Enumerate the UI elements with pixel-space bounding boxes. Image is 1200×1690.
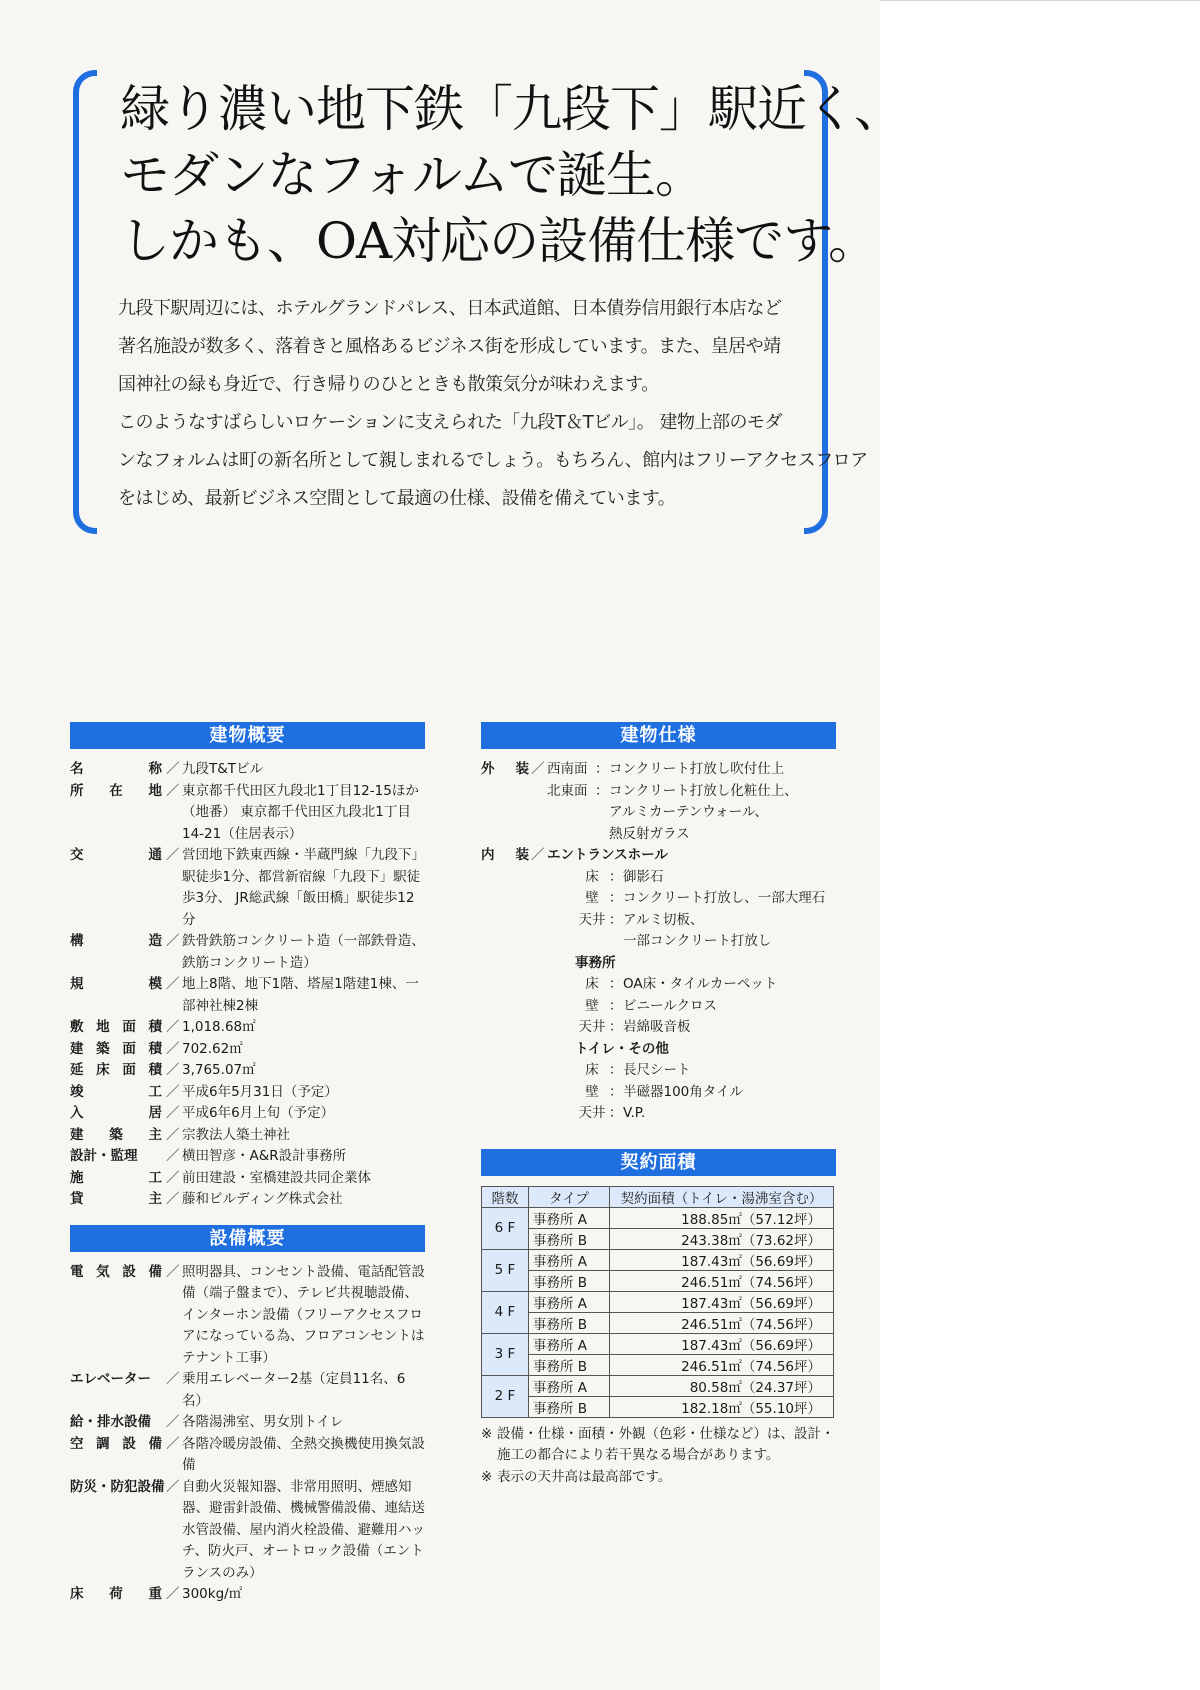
colon: ： bbox=[609, 1062, 623, 1078]
type-cell: 事務所 B bbox=[529, 1228, 610, 1249]
spec-row bbox=[481, 910, 836, 932]
type-cell: 事務所 A bbox=[529, 1249, 610, 1270]
intro-line: 著名施設が数多く、落着きと風格あるビジネス街を形成しています。また、皇居や靖 bbox=[118, 336, 781, 357]
separator: ／ bbox=[166, 1148, 180, 1164]
spec-key-char: 規 bbox=[70, 976, 84, 992]
interior-group-name: エントランスホール bbox=[547, 847, 668, 863]
spec-key bbox=[70, 931, 166, 974]
spec-value: 1,018.68㎡ bbox=[182, 1019, 256, 1035]
spec-sublabel: 壁 bbox=[585, 1083, 599, 1100]
spec-key-char: 荷 bbox=[109, 1586, 123, 1602]
equipment-overview-heading: 設備概要 bbox=[70, 1225, 425, 1252]
spec-row bbox=[481, 781, 836, 803]
spec-value: 3,765.07㎡ bbox=[182, 1062, 256, 1078]
area-cell: 243.38㎡（73.62坪） bbox=[610, 1228, 834, 1249]
spec-key-char: 模 bbox=[148, 976, 162, 992]
footnote bbox=[481, 1467, 836, 1489]
spec-key bbox=[70, 1434, 166, 1477]
spec-key-char: 気 bbox=[96, 1263, 110, 1280]
intro-line: 国神社の緑も身近で、行き帰りのひとときも散策気分が味わえます。 bbox=[118, 374, 659, 395]
spec-key-char: 工 bbox=[148, 1083, 162, 1100]
spec-key bbox=[70, 1017, 166, 1039]
spec-row bbox=[70, 1477, 425, 1585]
spec-sublabel: 西南面 bbox=[547, 761, 588, 777]
spec-key-char: 居 bbox=[148, 1105, 162, 1121]
spec-value: 九段T&Tビル bbox=[182, 761, 264, 777]
spec-row bbox=[70, 759, 425, 781]
separator: ／ bbox=[166, 1019, 180, 1035]
spec-value: 各階湯沸室、男女別トイレ bbox=[182, 1414, 344, 1430]
spec-key: エレベーター bbox=[70, 1371, 151, 1387]
intro-line: 九段下駅周辺には、ホテルグランドパレス、日本武道館、日本債券信用銀行本店など bbox=[118, 298, 782, 319]
type-cell: 事務所 B bbox=[529, 1396, 610, 1417]
column-header: 階数 bbox=[482, 1186, 529, 1207]
column-header: タイプ bbox=[529, 1186, 610, 1207]
separator: ／ bbox=[166, 1083, 180, 1100]
spec-row bbox=[481, 1060, 836, 1082]
spec-sublabel bbox=[575, 931, 609, 953]
separator: ／ bbox=[166, 1105, 180, 1121]
type-cell: 事務所 B bbox=[529, 1312, 610, 1333]
spec-row bbox=[481, 1103, 836, 1125]
area-cell: 182.18㎡（55.10坪） bbox=[610, 1396, 834, 1417]
building-overview-list bbox=[70, 759, 425, 1211]
spec-key: 給・排水設備 bbox=[70, 1414, 151, 1430]
interior-group-name: 事務所 bbox=[575, 954, 616, 971]
area-cell: 187.43㎡（56.69坪） bbox=[610, 1291, 834, 1312]
separator: ／ bbox=[166, 1062, 180, 1078]
spec-row bbox=[481, 888, 836, 910]
colon: ： bbox=[609, 1105, 623, 1121]
spec-row bbox=[70, 1103, 425, 1125]
spec-row bbox=[70, 931, 425, 974]
spec-key-char: 貸 bbox=[70, 1191, 84, 1207]
right-column bbox=[481, 722, 836, 1488]
spec-value: アルミカーテンウォール、 bbox=[609, 804, 768, 820]
headline-line: モダンなフォルムで誕生。 bbox=[120, 146, 704, 204]
colon: ： bbox=[609, 911, 623, 928]
spec-key-char: 床 bbox=[70, 1586, 84, 1602]
colon: ： bbox=[609, 1083, 623, 1100]
spec-value: アルミ切板、 bbox=[623, 911, 704, 928]
column-header: 契約面積（トイレ・湯沸室含む） bbox=[610, 1186, 834, 1207]
table-row bbox=[482, 1312, 834, 1333]
spec-key bbox=[481, 759, 531, 781]
spec-key-char: 造 bbox=[148, 933, 162, 949]
colon: ： bbox=[609, 890, 623, 906]
spec-value: 自動火災報知器、非常用照明、煙感知器、避雷針設備、機械警備設備、連結送水管設備、屋内消火栓設備、避難用ハッチ、防火戸、オートロック設備（エントランスのみ） bbox=[182, 1478, 425, 1581]
spec-row bbox=[481, 759, 836, 781]
table-row bbox=[482, 1207, 834, 1228]
spec-key-char: 築 bbox=[109, 1126, 123, 1143]
intro-line: をはじめ、最新ビジネス空間として最適の仕様、設備を備えています。 bbox=[118, 488, 676, 509]
spec-key-char: 在 bbox=[109, 782, 123, 799]
spec-key-char: 構 bbox=[70, 933, 84, 949]
spec-value: 一部コンクリート打放し bbox=[623, 933, 772, 949]
spec-value: コンクリート打放し、一部大理石 bbox=[623, 890, 826, 906]
spec-value: 長尺シート bbox=[623, 1062, 691, 1078]
footnote-text: 表示の天井高は最高部です。 bbox=[497, 1468, 672, 1485]
spec-value: 地上8階、地下1階、塔屋1階建1棟、一部神社棟2棟 bbox=[182, 976, 419, 1014]
spec-row bbox=[481, 845, 836, 867]
intro-line: このようなすばらしいロケーションに支えられた「九段T＆Tビル」。 建物上部のモダ bbox=[118, 412, 782, 433]
spec-value: 営団地下鉄東西線・半蔵門線「九段下」駅徒歩1分、都営新宿線「九段下」駅徒歩3分、 JR総武線「飯田橋」駅徒歩12分 bbox=[182, 847, 425, 928]
spec-value: OA床・タイルカーペット bbox=[623, 976, 778, 992]
spec-key: 設計・監理 bbox=[70, 1148, 138, 1164]
type-cell: 事務所 B bbox=[529, 1270, 610, 1291]
spec-value: 平成6年5月31日（予定） bbox=[182, 1083, 338, 1100]
spec-row bbox=[70, 1125, 425, 1147]
spec-key bbox=[70, 1125, 166, 1147]
headline-line: しかも、OA対応の設備仕様です。 bbox=[120, 212, 878, 270]
spec-key-char: 竣 bbox=[70, 1083, 84, 1100]
equipment-overview-list bbox=[70, 1262, 425, 1606]
table-row bbox=[482, 1291, 834, 1312]
spec-value: 702.62㎡ bbox=[182, 1040, 243, 1057]
spec-key-char: 主 bbox=[148, 1191, 162, 1207]
colon: ： bbox=[609, 868, 623, 885]
spec-key-char: 備 bbox=[148, 1263, 162, 1280]
spec-value: 半磁器100角タイル bbox=[623, 1083, 743, 1100]
spec-value: 各階冷暖房設備、全熱交換機使用換気設備 bbox=[182, 1435, 425, 1473]
spec-key-char: 備 bbox=[148, 1435, 162, 1452]
spec-value: V.P. bbox=[623, 1105, 646, 1121]
colon bbox=[595, 824, 609, 846]
left-column bbox=[70, 722, 425, 1606]
spec-row bbox=[481, 867, 836, 889]
spec-key-char: 入 bbox=[70, 1105, 84, 1121]
spec-key-char: 積 bbox=[148, 1062, 162, 1078]
spec-key bbox=[70, 845, 166, 931]
table-row bbox=[482, 1375, 834, 1396]
spec-key: 防災・防犯設備 bbox=[70, 1478, 165, 1495]
separator: ／ bbox=[166, 1586, 180, 1602]
spec-sublabel: 壁 bbox=[585, 997, 599, 1014]
spec-value: 熱反射ガラス bbox=[609, 825, 690, 842]
spec-key-char: 所 bbox=[70, 782, 84, 799]
type-cell: 事務所 B bbox=[529, 1354, 610, 1375]
spec-row bbox=[70, 1434, 425, 1477]
spec-key-char: 主 bbox=[148, 1126, 162, 1143]
spec-key-char: 面 bbox=[122, 1019, 136, 1035]
separator: ／ bbox=[166, 933, 180, 949]
separator: ／ bbox=[166, 1435, 180, 1452]
floor-cell: 2 F bbox=[482, 1375, 529, 1417]
spec-value: 宗教法人築土神社 bbox=[182, 1126, 290, 1143]
spec-value: ビニールクロス bbox=[623, 997, 717, 1014]
area-cell: 187.43㎡（56.69坪） bbox=[610, 1249, 834, 1270]
table-row bbox=[482, 1270, 834, 1291]
spec-value: 藤和ビルディング株式会社 bbox=[182, 1191, 343, 1207]
spec-sublabel: 天井 bbox=[578, 911, 606, 928]
table-row bbox=[482, 1396, 834, 1417]
type-cell: 事務所 A bbox=[529, 1291, 610, 1312]
colon: ： bbox=[609, 997, 623, 1014]
spec-key-char: 地 bbox=[148, 782, 162, 799]
spec-value: 300kg/㎡ bbox=[182, 1586, 243, 1602]
spec-value: 御影石 bbox=[623, 868, 664, 885]
colon: ： bbox=[609, 1019, 623, 1035]
spec-sublabel: 天井 bbox=[578, 1019, 606, 1035]
separator: ／ bbox=[166, 1126, 180, 1143]
spec-key-char: 称 bbox=[148, 761, 162, 777]
floor-cell: 5 F bbox=[482, 1249, 529, 1291]
spec-value: 照明器具、コンセント設備、電話配管設備（端子盤まで）、テレビ共視聴設備、インターホン設備（フリーアクセスフロアになっている為、フロアコンセントはテナント工事） bbox=[182, 1263, 425, 1366]
colon bbox=[609, 931, 623, 953]
spec-key-char: 装 bbox=[515, 761, 529, 777]
area-cell: 246.51㎡（74.56坪） bbox=[610, 1270, 834, 1291]
spec-row bbox=[70, 1017, 425, 1039]
area-cell: 246.51㎡（74.56坪） bbox=[610, 1312, 834, 1333]
separator: ／ bbox=[166, 1040, 180, 1057]
spec-key bbox=[70, 1103, 166, 1125]
spec-sublabel: 床 bbox=[585, 1062, 599, 1078]
separator: ／ bbox=[166, 1263, 180, 1280]
spec-row bbox=[70, 1412, 425, 1434]
spec-key-char: 電 bbox=[70, 1263, 84, 1280]
separator: ／ bbox=[531, 847, 545, 863]
note-mark: ※ bbox=[481, 1468, 493, 1485]
spec-key-char: 空 bbox=[70, 1435, 84, 1452]
spec-key bbox=[70, 1584, 166, 1606]
spec-key-char: 面 bbox=[122, 1062, 136, 1078]
spec-row bbox=[70, 1584, 425, 1606]
colon: ： bbox=[609, 976, 623, 992]
spec-key-char: 通 bbox=[148, 847, 162, 863]
spec-key-char: 工 bbox=[148, 1169, 162, 1186]
area-cell: 187.43㎡（56.69坪） bbox=[610, 1333, 834, 1354]
spec-sublabel: 床 bbox=[585, 868, 599, 885]
type-cell: 事務所 A bbox=[529, 1333, 610, 1354]
spec-row bbox=[70, 845, 425, 931]
spec-row bbox=[70, 1168, 425, 1190]
headline bbox=[120, 76, 903, 274]
spec-key bbox=[70, 1262, 166, 1370]
spec-sublabel bbox=[547, 802, 595, 824]
table-header-row bbox=[482, 1186, 834, 1207]
spec-key bbox=[481, 845, 531, 867]
floor-cell: 6 F bbox=[482, 1207, 529, 1249]
spec-sublabel: 壁 bbox=[585, 890, 599, 906]
spec-key bbox=[70, 1060, 166, 1082]
spec-key-char: 築 bbox=[96, 1040, 110, 1057]
page-edge-line bbox=[880, 0, 1200, 1]
spec-key-char: 設 bbox=[122, 1263, 136, 1280]
spec-sublabel: 床 bbox=[585, 976, 599, 992]
separator: ／ bbox=[166, 1191, 180, 1207]
spec-key bbox=[70, 974, 166, 1017]
spec-key bbox=[70, 1189, 166, 1211]
spec-row bbox=[481, 931, 836, 953]
spec-key-char: 設 bbox=[122, 1435, 136, 1452]
floor-cell: 4 F bbox=[482, 1291, 529, 1333]
table-row bbox=[482, 1333, 834, 1354]
intro-line: ンなフォルムは町の新名所として親しまれるでしょう。もちろん、館内はフリーアクセスフロア bbox=[118, 450, 868, 471]
separator: ／ bbox=[166, 1478, 180, 1495]
separator: ／ bbox=[531, 761, 545, 777]
spec-value: 鉄骨鉄筋コンクリート造（一部鉄骨造、鉄筋コンクリート造） bbox=[182, 933, 425, 971]
footnote-text: 設備・仕様・面積・外観（色彩・仕様など）は、設計・施工の都合により若干異なる場合があります。 bbox=[497, 1425, 835, 1463]
table-row bbox=[482, 1354, 834, 1375]
footnote bbox=[481, 1424, 836, 1467]
area-cell: 188.85㎡（57.12坪） bbox=[610, 1207, 834, 1228]
type-cell: 事務所 A bbox=[529, 1375, 610, 1396]
footnotes bbox=[481, 1424, 836, 1489]
building-spec-list bbox=[481, 759, 836, 1125]
separator: ／ bbox=[166, 782, 180, 799]
separator: ／ bbox=[166, 976, 180, 992]
separator: ／ bbox=[166, 1371, 180, 1387]
spec-row bbox=[70, 1060, 425, 1082]
spec-row bbox=[70, 1039, 425, 1061]
spec-key-char: 調 bbox=[96, 1435, 110, 1452]
spec-row bbox=[481, 802, 836, 824]
spec-value: 横田智彦・A&R設計事務所 bbox=[182, 1148, 347, 1164]
spec-key-char: 装 bbox=[515, 847, 529, 863]
spec-key-char: 地 bbox=[96, 1019, 110, 1035]
spec-key-char: 名 bbox=[70, 761, 84, 777]
spec-key-char: 面 bbox=[122, 1040, 136, 1057]
spec-row bbox=[70, 1369, 425, 1412]
building-overview-heading: 建物概要 bbox=[70, 722, 425, 749]
type-cell: 事務所 A bbox=[529, 1207, 610, 1228]
spec-sublabel: 天井 bbox=[578, 1105, 606, 1121]
spec-key-char: 施 bbox=[70, 1169, 84, 1186]
separator: ／ bbox=[166, 1414, 180, 1430]
separator: ／ bbox=[166, 847, 180, 863]
spec-key bbox=[70, 1039, 166, 1061]
spec-row bbox=[70, 1189, 425, 1211]
spec-key-char: 重 bbox=[148, 1586, 162, 1602]
spec-key-char: 内 bbox=[481, 847, 495, 863]
spec-key-char: 積 bbox=[148, 1040, 162, 1057]
spec-value: 乗用エレベーター2基（定員11名、6名） bbox=[182, 1371, 406, 1409]
table-row bbox=[482, 1249, 834, 1270]
spec-row bbox=[70, 781, 425, 846]
spec-sublabel: 北東面 bbox=[547, 782, 588, 799]
spec-row bbox=[481, 1082, 836, 1104]
spec-key bbox=[70, 1168, 166, 1190]
building-spec-heading: 建物仕様 bbox=[481, 722, 836, 749]
spec-row bbox=[481, 1017, 836, 1039]
spec-row bbox=[481, 824, 836, 846]
contract-area-heading: 契約面積 bbox=[481, 1149, 836, 1176]
spec-value: 岩綿吸音板 bbox=[623, 1019, 691, 1035]
note-mark: ※ bbox=[481, 1425, 493, 1442]
spec-key bbox=[70, 759, 166, 781]
spec-key-char: 延 bbox=[70, 1062, 84, 1078]
headline-line: 緑り濃い地下鉄「九段下」駅近く、 bbox=[120, 80, 903, 138]
spec-value: コンクリート打放し吹付仕上 bbox=[609, 761, 785, 777]
spec-key-char: 建 bbox=[70, 1126, 84, 1143]
spec-key bbox=[70, 1082, 166, 1104]
left-bracket-decoration bbox=[73, 70, 97, 534]
spec-key-char: 床 bbox=[96, 1062, 110, 1078]
separator: ／ bbox=[166, 1169, 180, 1186]
floor-cell: 3 F bbox=[482, 1333, 529, 1375]
spec-value: 平成6年6月上旬（予定） bbox=[182, 1105, 335, 1121]
spec-row bbox=[70, 1146, 425, 1168]
table-row bbox=[482, 1228, 834, 1249]
spec-value: 東京都千代田区九段北1丁目12-15ほか（地番） 東京都千代田区九段北1丁目14-21（住居表示） bbox=[182, 782, 419, 842]
colon: ： bbox=[595, 782, 609, 799]
spec-row bbox=[481, 974, 836, 996]
spec-row bbox=[70, 1082, 425, 1104]
area-cell: 246.51㎡（74.56坪） bbox=[610, 1354, 834, 1375]
colon bbox=[595, 802, 609, 824]
colon: ： bbox=[595, 761, 609, 777]
spec-key-char: 敷 bbox=[70, 1019, 84, 1035]
spec-key-char: 交 bbox=[70, 847, 84, 863]
spec-row bbox=[481, 996, 836, 1018]
spec-value: コンクリート打放し化粧仕上、 bbox=[609, 782, 798, 799]
interior-group-name: トイレ・その他 bbox=[575, 1040, 669, 1057]
spec-row bbox=[70, 974, 425, 1017]
spec-key-char: 外 bbox=[481, 761, 495, 777]
spec-row bbox=[70, 1262, 425, 1370]
spec-key-char: 建 bbox=[70, 1040, 84, 1057]
spec-key-char: 積 bbox=[148, 1019, 162, 1035]
separator: ／ bbox=[166, 761, 180, 777]
spec-value: 前田建設・室橋建設共同企業体 bbox=[182, 1169, 371, 1186]
contract-area-table bbox=[481, 1186, 834, 1418]
intro-paragraph bbox=[118, 290, 868, 518]
spec-key bbox=[70, 781, 166, 846]
area-cell: 80.58㎡（24.37坪） bbox=[610, 1375, 834, 1396]
spec-sublabel bbox=[547, 824, 595, 846]
